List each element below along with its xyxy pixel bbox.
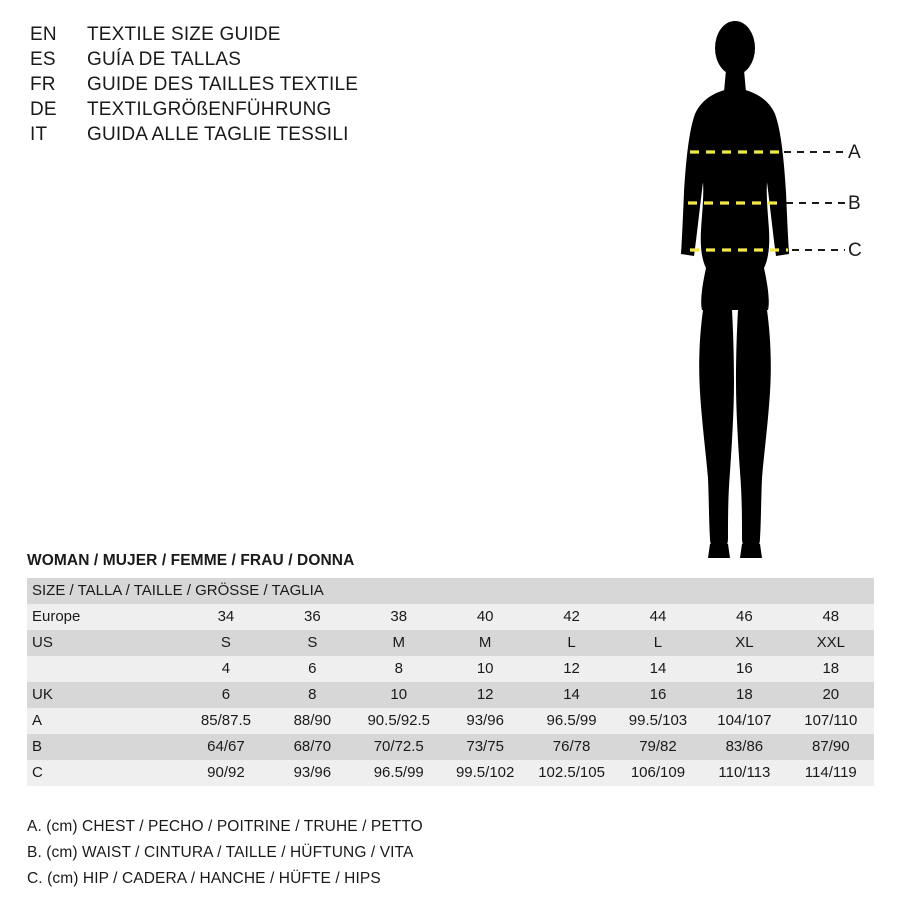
table-cell: 38	[356, 604, 442, 630]
table-cell: 6	[269, 656, 355, 682]
table-row	[27, 760, 874, 786]
table-cell: 73/75	[442, 734, 528, 760]
table-cell: 8	[356, 656, 442, 682]
table-cell: 87/90	[788, 734, 874, 760]
row-label	[27, 656, 183, 682]
table-cell: 16	[615, 682, 701, 708]
table-cell: XXL	[788, 630, 874, 656]
row-label: US	[27, 630, 183, 656]
title-lang-code: FR	[30, 74, 56, 95]
title-text: GUIDA ALLE TAGLIE TESSILI	[87, 124, 349, 145]
table-cell: 68/70	[269, 734, 355, 760]
table-cell: M	[356, 630, 442, 656]
table-cell: 14	[528, 682, 614, 708]
size-table-block	[27, 552, 874, 786]
table-cell: 83/86	[701, 734, 787, 760]
legend-block	[27, 818, 423, 896]
table-cell: 36	[269, 604, 355, 630]
row-label: C	[27, 760, 183, 786]
title-text: TEXTILGRÖßENFÜHRUNG	[87, 99, 332, 120]
legend-line-c: C. (cm) HIP / CADERA / HANCHE / HÜFTE / HIPS	[27, 870, 381, 887]
table-cell: 42	[528, 604, 614, 630]
table-cell: 107/110	[788, 708, 874, 734]
table-cell: 93/96	[442, 708, 528, 734]
table-cell: 106/109	[615, 760, 701, 786]
table-cell: 8	[269, 682, 355, 708]
table-cell: 70/72.5	[356, 734, 442, 760]
title-lang-code: EN	[30, 24, 57, 45]
row-label: A	[27, 708, 183, 734]
table-cell: 44	[615, 604, 701, 630]
title-row	[30, 124, 590, 146]
table-header-label: SIZE / TALLA / TAILLE / GRÖSSE / TAGLIA	[27, 578, 874, 604]
table-cell: 16	[701, 656, 787, 682]
marker-label-c: C	[848, 240, 862, 261]
marker-label-a: A	[848, 142, 861, 163]
title-text: GUIDE DES TAILLES TEXTILE	[87, 74, 359, 95]
size-table	[27, 578, 874, 786]
table-cell: 104/107	[701, 708, 787, 734]
table-cell: 96.5/99	[356, 760, 442, 786]
table-cell: XL	[701, 630, 787, 656]
table-cell: 6	[183, 682, 269, 708]
table-cell: 90/92	[183, 760, 269, 786]
title-row	[30, 99, 590, 121]
row-label: Europe	[27, 604, 183, 630]
row-label: B	[27, 734, 183, 760]
table-cell: 79/82	[615, 734, 701, 760]
table-cell: S	[269, 630, 355, 656]
table-cell: 12	[528, 656, 614, 682]
title-text: GUÍA DE TALLAS	[87, 49, 242, 70]
table-header-row	[27, 578, 874, 604]
table-row	[27, 656, 874, 682]
table-cell: S	[183, 630, 269, 656]
table-cell: 93/96	[269, 760, 355, 786]
table-cell: 90.5/92.5	[356, 708, 442, 734]
table-cell: 10	[356, 682, 442, 708]
table-cell: L	[528, 630, 614, 656]
table-cell: 99.5/102	[442, 760, 528, 786]
table-row	[27, 734, 874, 760]
table-row	[27, 604, 874, 630]
table-cell: 102.5/105	[528, 760, 614, 786]
title-lang-code: DE	[30, 99, 57, 120]
table-cell: 76/78	[528, 734, 614, 760]
table-cell: 110/113	[701, 760, 787, 786]
table-row	[27, 682, 874, 708]
legend-line-a: A. (cm) CHEST / PECHO / POITRINE / TRUHE / PETTO	[27, 818, 423, 835]
table-cell: 114/119	[788, 760, 874, 786]
title-row	[30, 49, 590, 71]
table-cell: 48	[788, 604, 874, 630]
female-silhouette-icon	[640, 10, 890, 570]
marker-label-b: B	[848, 193, 861, 214]
table-cell: 46	[701, 604, 787, 630]
table-cell: 20	[788, 682, 874, 708]
table-cell: L	[615, 630, 701, 656]
table-cell: 4	[183, 656, 269, 682]
table-cell: 96.5/99	[528, 708, 614, 734]
table-cell: 40	[442, 604, 528, 630]
table-cell: 88/90	[269, 708, 355, 734]
title-lang-code: IT	[30, 124, 48, 145]
table-cell: 18	[701, 682, 787, 708]
table-cell: M	[442, 630, 528, 656]
row-label: UK	[27, 682, 183, 708]
title-text: TEXTILE SIZE GUIDE	[87, 24, 281, 45]
title-row	[30, 24, 590, 46]
title-row	[30, 74, 590, 96]
measurement-figure	[640, 10, 890, 570]
table-row	[27, 630, 874, 656]
title-lang-code: ES	[30, 49, 56, 70]
table-cell: 14	[615, 656, 701, 682]
table-cell: 12	[442, 682, 528, 708]
title-block	[30, 24, 590, 149]
table-cell: 18	[788, 656, 874, 682]
table-cell: 85/87.5	[183, 708, 269, 734]
table-cell: 10	[442, 656, 528, 682]
table-cell: 64/67	[183, 734, 269, 760]
table-row	[27, 708, 874, 734]
table-heading: WOMAN / MUJER / FEMME / FRAU / DONNA	[27, 552, 355, 569]
legend-line-b: B. (cm) WAIST / CINTURA / TAILLE / HÜFTUNG / VITA	[27, 844, 414, 861]
table-cell: 99.5/103	[615, 708, 701, 734]
table-cell: 34	[183, 604, 269, 630]
